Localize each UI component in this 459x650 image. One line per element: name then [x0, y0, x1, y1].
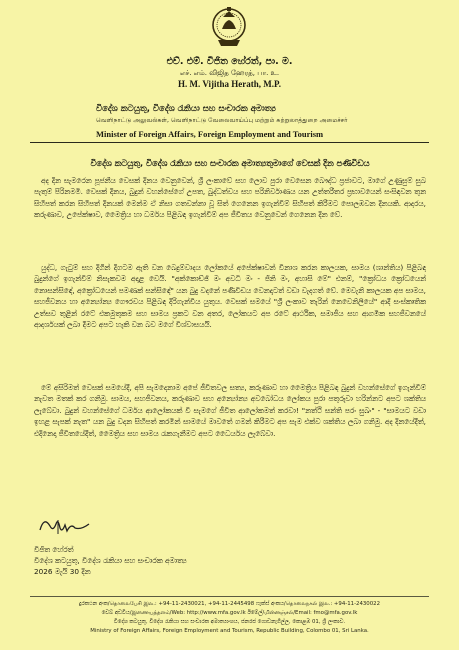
ministry-tamil: வெளிநாட்டு அலுவல்கள், வெளிநாட்டு வேலைவாய்ப்பு மற்றும் சுற்றுலாத்துறை அமைச்சர் — [96, 117, 348, 124]
minister-name-block — [0, 56, 459, 90]
minister-name-tamil: எச். எம். விஜித ஹேரத், பா. உ. — [179, 69, 280, 77]
footer-phone-fax: දුරකථන අංක/தொலைபேசி இல.: +94-11-2430021, +94-11-2445498 ෆැක්ස් අංකය/தொலைநகல் இல.: +94-11-2430022 — [78, 601, 381, 607]
footer-divider — [30, 596, 429, 597]
footer-web-email: වෙබ් අඩවිය/இணையத்தளம்/Web: http://www.mfa.gov.lk ඊමේල්/மின்னஞ்சல்/Email: fmo@mfa.gov.lk — [101, 610, 358, 616]
paragraph-3: මේ අසිරිමත් වෙසක් සමයේදී, අපි සැමදෙනාම අපේ ජීවිතවල සත්‍ය, කරුණාව හා මෛත්‍රිය පිළිබඳ බුදුන් වහන්සේගේ ඉගැන්වීම් නැවත මතක් කර ගනිමු. සාමය, සහජීවනය, කරුණාව සහ අන්‍යෝන්‍ය අවබෝධය ලෝකය පුරා පතුරුවා හරින්නට අපට ශක්තිය ලැබේවා. බුදුන් වහන්සේගේ ධර්මය ආලෝකයක් වී සැමගේ ජීවිත ආලෝකමත් කරවා! "නත්ථි සන්ති පරං සුඛං" - "සාමයට වඩා ඉහළ සැපක් නැත" යන බුදු වදන සිහිපත් කරමින් සාමයේ මාවතේ ගමන් කිරීමට අප සැම එක්ව ශක්තිය ලබා ගනිමු. අද දිනයේදීත්, එදිනෙදා ජීවිතයේදීත්, මෛත්‍රිය සහ සාමය රැකගැනීමට අපට ධෛර්යය ලැබේවා. — [34, 383, 426, 438]
signer-name: විජිත හේරත් — [34, 545, 74, 554]
ministry-english: Minister of Foreign Affairs, Foreign Employment and Tourism — [96, 129, 324, 139]
footer-address-sinhala: විදේශ කටයුතු, විදේශ රැකියා සහ සංචාරක අමාත්‍යාංශය, ජනරජ ගොඩනැගිල්ල, කොළඹ 01, ශ්‍රී ලංකාව. — [113, 619, 346, 625]
paragraph-1: අද දින සැමරෙන පූජනීය වෙසක් දිනය වෙනුවෙන්, ශ්‍රී ලංකාවේ සහ ලොව පුරා වෙසෙන බෞද්ධ ප්‍රජාවට, මාගේ උණුසුම් සුබ පැතුම් පිරිනමමි. වෙසක් දිනය, බුදුන් වහන්සේගේ උපත, බුද්ධත්වය සහ පරිනිර්වාණය යන උත්තරීතර ප්‍රභාවයෙන් සංසිඳවන තුන සිහිපත් කරන සිහිපත් දිනයක් මෙන්ම ඒ නිසා ගතවන්නා වූ සිත් ගෙනෙන ඉගැන්වීම් සිහිපත් කිරීමට පොලඹවන දිනයකි. ආදරය, කරුණාව, උපේක්ෂාව, මෛත්‍රිය හා ධර්මය පිළිබඳ ඉගැන්වීම් අප ජීවිතය වෙනුවෙන් ගෙනෙන දින වේ. — [34, 176, 426, 220]
minister-name-sinhala: එච්. එම්. විජිත හේරත්, පා. ම. — [166, 56, 293, 67]
letter-title: විදේශ කටයුතු, විදේශ රැකියා සහ සංචාරක අමාත්‍යතුමාගේ වෙසක් දින පණිවිඩය — [90, 158, 370, 168]
signature-image — [36, 510, 96, 540]
ministry-sinhala: විදේශ කටයුතු, විදේශ රැකියා සහ සංචාරක අමාත්‍ය — [96, 104, 276, 114]
national-emblem-icon — [210, 4, 248, 50]
paragraph-2: යුද්ධ, ගැටුම් සහ දිගින් දිගටම ඇති වන බෙදුම්වාදය ලෝකයේ අපේක්ෂාවන් විනාශ කරන කාලයක, සාමය (ශාන්තිය) පිළිබඳ බුදුන්ගේ ඉගැන්වීම් නිසැකවම අදාළ වෙයි. "අක්කොච්ඡි මං අවධි මං - ජිනි මං, අහාසි මේ" එනම්, "ක්‍රෝධය ක්‍රෝධයෙන් නොසන්සිඳේ, අක්‍රෝධයෙන් පමණක් සන්සිඳේ" යන බුදු වදනේ පණිවිඩය වෙනදාටත් වඩා වැදගත් වේ. මෙවැනි කාලයක අප සාමය, සහජීවනය හා අන්‍යෝන්‍ය ගෞරවය පිළිබඳ දිරිගැන්විය යුතුය. වෙසක් සමයේ "ශ්‍රී ලංකාව තැරින් නෙවෙනිලියේ" ආදී සංස්කෘතික උත්සව තුළින් රටේ එකමුතුකම සහ සාමය ප්‍රකට වන අතර, ලෝකයට අප රටේ ආර්ථික, සමාජීය සහ ආගමික සහජීවනයේ ආදර්ශයක් ලබා දීමට අපට හැකි වන බව මගේ විශ්වාසයයි. — [34, 263, 426, 330]
signer-title: විදේශ කටයුතු, විදේශ රැකියා සහ සංචාරක අමාත්‍ය — [34, 555, 187, 565]
letter-date: 2026 මැයි 30 දින — [34, 566, 91, 576]
signature-block — [34, 545, 187, 577]
footer-address-english: Ministry of Foreign Affairs, Foreign Employment and Tourism, Republic Building, Colombo 01, Sri Lanka. — [90, 628, 369, 634]
minister-name-english: H. M. Vijitha Herath, M.P. — [178, 79, 281, 89]
header-divider — [30, 142, 429, 143]
